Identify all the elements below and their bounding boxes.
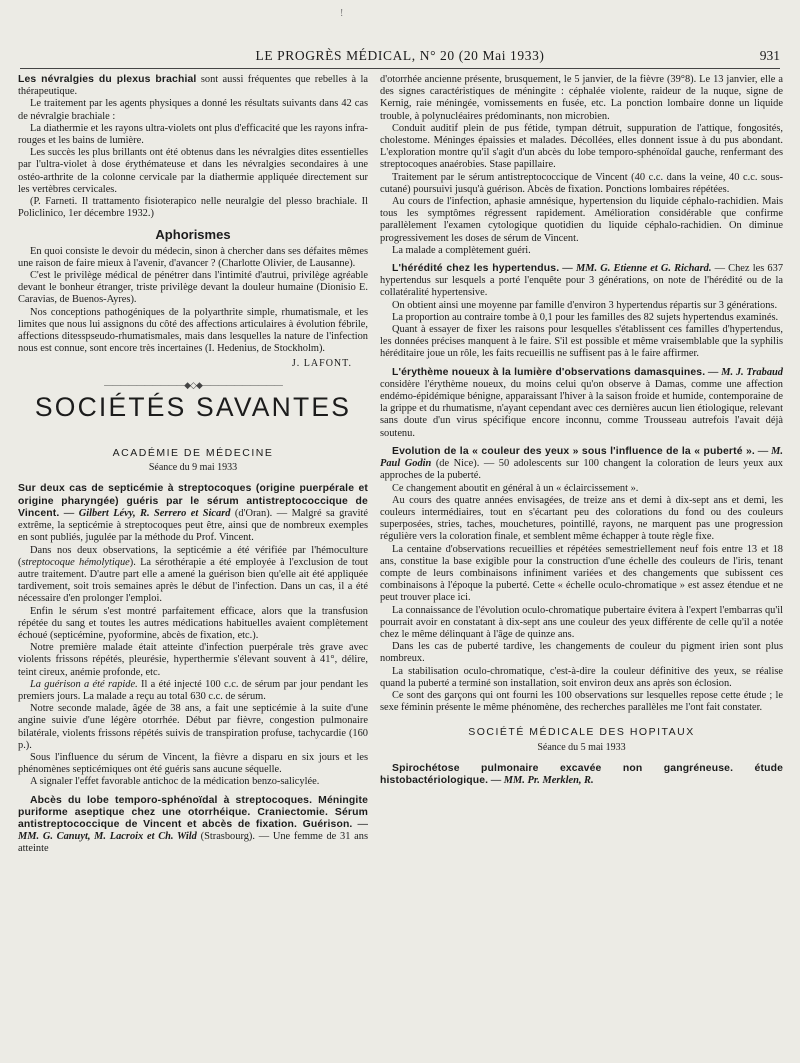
article-headline: Sur deux cas de septicémie à streptocoques (origine puerpérale et origine pharyngée) guéris par le sérum antistreptococcique de Vincent. [18, 483, 368, 519]
paragraph: Notre première malade était atteinte d'infection puerpérale très grave avec violents frissons répétés, pleurésie, hyperthermie s'élevant souvent à 41°, délire, teint cireux, anémie profonde, etc. [18, 642, 368, 678]
aphorism: C'est le privilège médical de pénétrer dans l'intimité d'autrui, privilège agréable devant le bonheur étranger, triste privilège devant la douleur humaine (Dionisio E. Caravias, de Buenos-Ayres). [18, 270, 368, 306]
article-authors: — MM. G. Canuyt, M. Lacroix et Ch. Wild [18, 818, 368, 843]
running-title: LE PROGRÈS MÉDICAL, N° 20 (20 Mai 1933) [255, 48, 545, 63]
article-heredite [380, 263, 783, 300]
article-headline: L'érythème noueux à la lumière d'observations damasquines. [392, 366, 706, 378]
right-column [380, 74, 783, 787]
paragraph: La centaine d'observations recueillies et répétées semestriellement neuf fois entre 13 et 18 ans, constitue la base exigible pour la construction d'une échelle des couleurs de l'iris, tenant compte de leurs combinaisons infiniment variées et des changements que subissent ces combinaisons à l'époque la puberté. Cette « échelle oculo-chromatique » est assez étendue et ne peut trouver place ici. [380, 543, 783, 604]
society-name: SOCIÉTÉ MÉDICALE DES HOPITAUX [468, 726, 695, 739]
paragraph: La malade a complètement guéri. [392, 244, 531, 256]
header-rule [20, 68, 780, 69]
page-number: 931 [759, 48, 780, 63]
paragraph: Notre seconde malade, âgée de 38 ans, a fait une septicémie à la suite d'une angine suivie d'une légère otorrhée. Début par fièvre, congestion pulmonaire bilatérale, violents frissons répétés suivis de transpiration profuse, tachycardie (160 p.). [18, 703, 368, 751]
paragraph: Traitement par le sérum antistreptococcique de Vincent (40 c.c. dans la veine, 40 c.c. sous-cutané) poursuivi jusqu'à guérison. Abcès de fixation. Ponctions lombaires répétées. [380, 171, 783, 195]
article-text: considère l'érythème noueux, du moins celui qu'on observe à Damas, comme une affection endémo-épidémique bénigne, apparaissant l'hiver à la saison froide et humide, contemporaine de la grippe et du rhumatisme, n'ayant cependant avec ces dernières aucun lien étiologique, relevant sans doute d'un virus spécifique encore inconnu, comme Trousseau autrefois l'avait déjà soutenu. [380, 378, 783, 439]
text: Dans nos deux observations, la septicémie a été vérifiée par l'hémoculture ( [18, 544, 368, 568]
article-headline: Evolution de la « couleur des yeux » sous l'influence de la « puberté ». [392, 445, 755, 457]
session-date: Séance du 5 mai 1933 [537, 741, 626, 753]
ornament-divider: ——————————◆◇◆—————————— [104, 379, 282, 390]
paragraph: La proportion au contraire tombe à 0,1 pour les familles des 82 sujets hypertendus examinés. [392, 311, 779, 323]
article-headline: Abcès du lobe temporo-sphénoïdal à streptocoques. Méningite puriforme aseptique chez une otorrhéique. Craniectomie. Sérum antistreptococcique de Vincent et abcès de fixation. Guérison. [18, 794, 368, 830]
article-headline: Spirochétose pulmonaire excavée non gangréneuse. étude histobactériologique. [380, 762, 783, 786]
paragraph: Dans les cas de puberté tardive, les changements de couleur du pigment irien sont plus nombreux. [380, 641, 783, 665]
intro-headline: Les névralgies du plexus brachial [18, 74, 197, 85]
society-name: ACADÉMIE DE MÉDECINE [112, 447, 274, 460]
paragraph: Ce sont des garçons qui ont fourni les 100 observations sur lesquelles repose cette étude ; le sexe féminin présente le même phénomène, des recherches parallèles me l'ont fait constater. [380, 689, 783, 714]
page-mark: ! [340, 8, 344, 19]
paragraph: Sous l'influence du sérum de Vincent, la fièvre a disparu en six jours et les phénomènes septicémiques ont été guéris sans aucune séquelle. [18, 751, 368, 776]
text: ). La sérothérapie a été employée à l'exclusion de tout autre traitement. D'autre part elle a amené la guérison bien qu'elle ait été appliquée tardivement, soit trois semaines après le début de l'infection. Dans un cas, il a été nécessaire d'en prolonger l'emploi. [18, 556, 368, 605]
paragraph: Les succès les plus brillants ont été obtenus dans les névralgies dites essentielles par l'ultra-violet à dose érythémateuse et dans les névralgies secondaires à une ostéo-arthrite de la colonne cervicale par la diathermie appliquée directement sur les vertèbres cervicales. [18, 147, 368, 195]
article-spirochetose [380, 763, 783, 787]
article-text: (Strasbourg). — Une femme de 31 ans atteinte [18, 831, 368, 855]
article-abces [18, 795, 368, 856]
paragraph: A signaler l'effet favorable antichoc de la médication benzo-salicylée. [30, 776, 320, 788]
session-date: Séance du 9 mai 1933 [148, 462, 238, 474]
paragraph: Conduit auditif plein de pus fétide, tympan détruit, suppuration de l'attique, fongosités, cholestome. Méninges épaissies et malades. Décollées, elles donnent issue à du pus abondant. L'exploration montre qu'il s'agit d'un abcès du lobe temporo-sphénoïdal gauche, renfermant des streptocoques anaérobies. Stase papillaire. [380, 122, 783, 171]
intro-text: sont aussi fréquentes que rebelles à la thérapeutique. [18, 74, 368, 98]
paragraph: Au cours des quatre années envisagées, de treize ans et demi à dix-sept ans et demi, les couleurs intermédiaires, tout en s'écartant peu des colorations du fond ou des couleurs superposées, stries, taches, mouchetures, pointillé, rayons, ne marquent pas une progression régulière vers la coloration finale, et semblent même échapper à toute règle fixe. [380, 494, 783, 543]
paragraph: La stabilisation oculo-chromatique, c'est-à-dire la couleur définitive des yeux, se réalise quand la puberté a terminé son installation, soit environ deux ans après son éclosion. [380, 665, 783, 689]
aphorism: Nos conceptions pathogéniques de la polyarthrite simple, rhumatismale, et les limites que nous lui assignons du côté des affections articulaires à évolution fébrile, affections ditesspseudo-rhumatismales, mais dans lesquelles la nature de l'infection nous est connue, sont encore très incertaines (I. Hedenius, de Stockholm). [18, 306, 368, 355]
article-text: (de Nice). — 50 adolescents sur 100 changent la coloration de leurs yeux aux approches de la puberté. [380, 458, 783, 482]
paragraph: Ce changement aboutit en général à un « éclaircissement ». [392, 482, 639, 494]
italic-text: La guérison a été rapide. [30, 678, 138, 690]
signature: J. LAFONT. [291, 358, 352, 370]
aphorism: En quoi consiste le devoir du médecin, sinon à chercher dans ses défaites mêmes une raison de faire mieux à l'avenir, d'avancer ? (Charlotte Olivier, de Lausanne). [18, 245, 368, 269]
italic-text: streptocoque hémolytique [21, 556, 130, 568]
article-text: — Chez les 637 hypertendus sur lesquels a porté l'enquête pour 3 générations, on note de l'hérédité ou de la collatéralité hypertensive. [380, 263, 784, 299]
aphorismes-title: Aphorismes [155, 227, 231, 243]
article-headline: L'hérédité chez les hypertendus. [392, 263, 560, 275]
article-authors: — M. Paul Godin [380, 445, 783, 470]
paragraph: d'otorrhée ancienne présente, brusquement, le 5 janvier, de la fièvre (39°8). Le 13 janvier, elle a des signes caractéristiques de méningite : céphalée violente, raideur de la nuque, signe de Kernig, raie méningée, vomissements en fusée, etc. La ponction lombaire donne un liquide trouble, à polynucléaires prédominants, non microbien. [380, 74, 783, 122]
paragraph: On obtient ainsi une moyenne par famille d'environ 3 hypertendus répartis sur 3 générations. [392, 299, 778, 311]
article-authors: — Gilbert Lévy, R. Serrero et Sicard [59, 507, 231, 519]
intro-paragraph [18, 74, 368, 98]
paragraph: La connaissance de l'évolution oculo-chromatique pubertaire évitera à l'expert l'embarras qu'il pourrait avoir en constatant à dix-sept ans une couleur des yeux différente de celle qu'il a notée chez le même délinquant à l'âge de quinze ans. [380, 604, 783, 640]
running-header [20, 48, 780, 68]
paragraph [18, 545, 368, 606]
paragraph: Le traitement par les agents physiques a donné les résultats suivants dans 42 cas de névralgie brachiale : [18, 98, 368, 122]
text: Il a été injecté 100 c.c. de sérum par jour pendant les premiers jours. La malade a reçu au total 630 c.c. de sérum. [18, 678, 369, 702]
article-text: (d'Oran). — Malgré sa gravité extrême, la septicémie à streptocoques peut être, ainsi que de nombreux exemples en sont publiés, jugulée par la méthode du Prof. Vincent. [18, 507, 368, 544]
left-column [18, 74, 368, 856]
article-couleur [380, 446, 783, 483]
paragraph: Enfin le sérum s'est montré parfaitement efficace, alors que la transfusion répétée du sang et toutes les autres médications habituelles avaient complètement échoué (septicémine, pyoformine, abcès de fixation, etc.). [18, 605, 368, 641]
reference: (P. Farneti. Il trattamento fisioterapico nelle neuralgie del plesso brachiale. Il Policlinico, 1er décembre 1932.) [18, 196, 368, 220]
section-title: SOCIÉTÉS SAVANTES [34, 391, 352, 422]
paragraph [18, 679, 368, 703]
paragraph: La diathermie et les rayons ultra-violets ont plus d'efficacité que les rayons infra-rouges et les bains de lumière. [18, 122, 368, 147]
article-septicemie [18, 483, 368, 544]
article-authors: — MM. G. Etienne et G. Richard. [559, 263, 712, 275]
paragraph: Quant à essayer de fixer les raisons pour lesquelles s'établissent ces familles d'hypertendus, les données précises manquent à le faire. S'il est possible et même vraisemblable que la syphilis héréditaire joue un rôle, les faits recueillis ne suffisent pas à le faire affirmer. [380, 324, 783, 360]
article-erytheme [380, 367, 783, 440]
article-authors: — MM. Pr. Merklen, R. [488, 774, 594, 786]
paragraph: Au cours de l'infection, aphasie amnésique, hypertension du liquide céphalo-rachidien. Mais tous les symptômes régressent rapidement. Amélioration considérable que confirme parallèlement l'examen cytologique quotidien du liquide céphalo-rachidien. On diminue progressivement les doses de sérum de Vincent. [380, 196, 783, 244]
article-authors: — M. J. Trabaud [705, 366, 783, 378]
